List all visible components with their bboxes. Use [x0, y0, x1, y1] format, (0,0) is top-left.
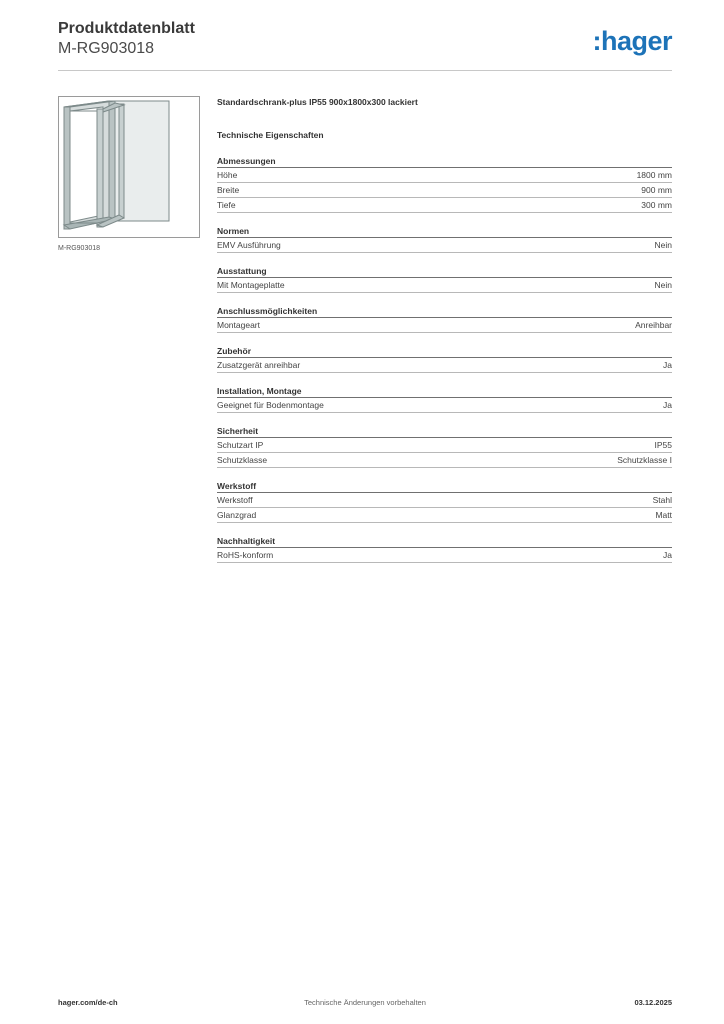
spec-label: Breite	[217, 185, 240, 195]
spec-row	[217, 238, 672, 253]
spec-label: Mit Montageplatte	[217, 280, 285, 290]
spec-row	[217, 318, 672, 333]
spec-row	[217, 198, 672, 213]
spec-row	[217, 168, 672, 183]
spec-row	[217, 508, 672, 523]
product-name: Standardschrank-plus IP55 900x1800x300 lackiert	[217, 97, 418, 107]
spec-row	[217, 438, 672, 453]
spec-value: Nein	[654, 240, 672, 250]
spec-label: Schutzart IP	[217, 440, 264, 450]
footer-note: Technische Änderungen vorbehalten	[304, 998, 426, 1007]
section-title: Anschlussmöglichkeiten	[217, 305, 672, 318]
spec-value: Ja	[663, 400, 672, 410]
document-article-number: M-RG903018	[58, 40, 155, 57]
spec-section	[217, 225, 672, 253]
spec-content	[217, 96, 672, 563]
section-title: Normen	[217, 225, 672, 238]
spec-value: IP55	[654, 440, 672, 450]
spec-label: EMV Ausführung	[217, 240, 281, 250]
spec-section	[217, 155, 672, 213]
spec-row	[217, 278, 672, 293]
spec-label: Schutzklasse	[217, 455, 268, 465]
spec-section	[217, 425, 672, 468]
spec-label: Werkstoff	[217, 495, 253, 505]
spec-sections	[217, 155, 672, 563]
spec-label: Höhe	[217, 170, 238, 180]
spec-label: Zusatzgerät anreihbar	[217, 360, 301, 370]
spec-value: 300 mm	[641, 200, 672, 210]
spec-section	[217, 385, 672, 413]
image-caption: M-RG903018	[58, 245, 101, 252]
spec-row	[217, 183, 672, 198]
spec-value: Ja	[663, 550, 672, 560]
spec-value: 900 mm	[641, 185, 672, 195]
spec-section	[217, 265, 672, 293]
spec-label: Montageart	[217, 320, 260, 330]
section-title: Abmessungen	[217, 155, 672, 168]
tech-properties-heading: Technische Eigenschaften	[217, 130, 324, 140]
spec-row	[217, 453, 672, 468]
spec-row	[217, 398, 672, 413]
spec-section	[217, 535, 672, 563]
hager-logo: :hager	[592, 26, 672, 56]
spec-value: Nein	[654, 280, 672, 290]
spec-label: Geeignet für Bodenmontage	[217, 400, 324, 410]
spec-label: Tiefe	[217, 200, 236, 210]
spec-value: Anreihbar	[635, 320, 672, 330]
spec-section	[217, 305, 672, 333]
section-title: Installation, Montage	[217, 385, 672, 398]
page-header	[58, 18, 672, 71]
footer-date: 03.12.2025	[634, 998, 672, 1007]
section-title: Ausstattung	[217, 265, 672, 278]
document-title: Produktdatenblatt	[58, 20, 195, 37]
spec-value: Stahl	[652, 495, 672, 505]
spec-row	[217, 548, 672, 563]
section-title: Werkstoff	[217, 480, 672, 493]
spec-section	[217, 345, 672, 373]
section-title: Sicherheit	[217, 425, 672, 438]
cabinet-frame-icon	[59, 97, 199, 237]
spec-section	[217, 480, 672, 523]
footer-website: hager.com/de-ch	[58, 998, 118, 1007]
spec-value: Ja	[663, 360, 672, 370]
spec-row	[217, 493, 672, 508]
spec-label: Glanzgrad	[217, 510, 257, 520]
spec-value: 1800 mm	[636, 170, 672, 180]
section-title: Nachhaltigkeit	[217, 535, 672, 548]
product-image	[58, 96, 200, 238]
spec-label: RoHS-konform	[217, 550, 274, 560]
section-title: Zubehör	[217, 345, 672, 358]
spec-row	[217, 358, 672, 373]
spec-value: Schutzklasse I	[617, 455, 672, 465]
spec-value: Matt	[655, 510, 672, 520]
